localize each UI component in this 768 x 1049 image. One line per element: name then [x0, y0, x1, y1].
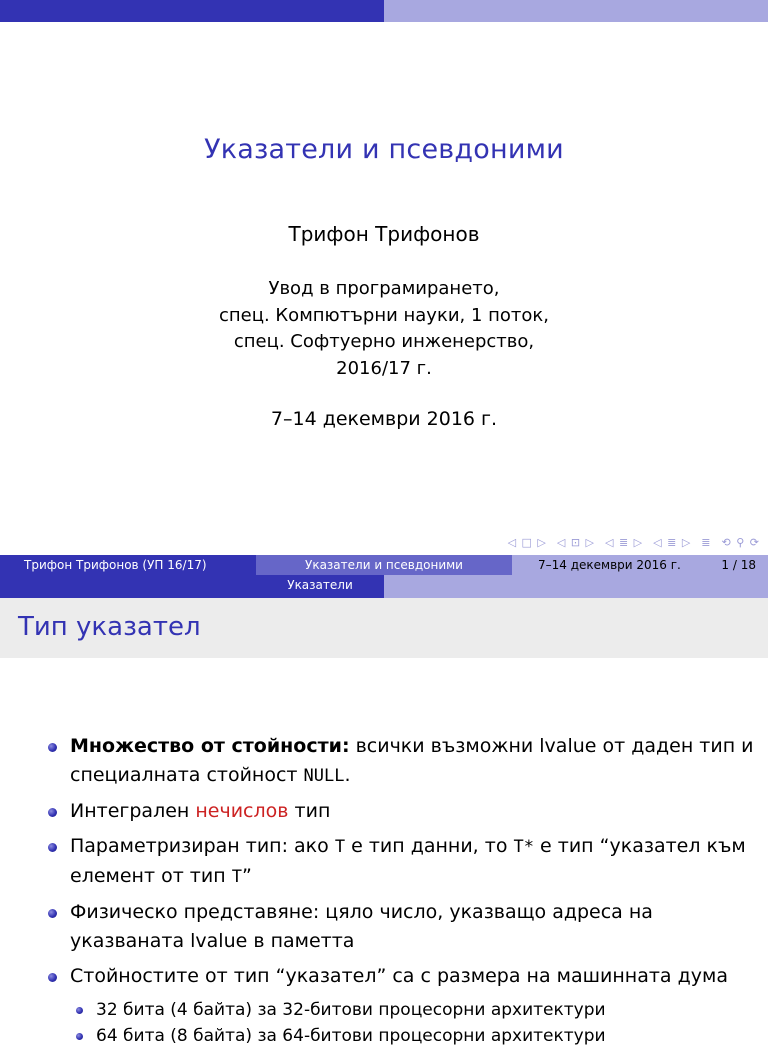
list-item [48, 832, 758, 892]
header-bar-left [0, 0, 384, 22]
document-nav-icon[interactable]: ◁ ≣ ▷ [653, 536, 692, 549]
item-text: Интегрален [70, 800, 196, 822]
footer-date-page [512, 555, 768, 575]
item-text: 32 бита (4 байта) за 32-битови процесорни архитектури [96, 1000, 606, 1020]
frame-title: Тип указател [18, 612, 201, 642]
footer-title: Указатели и псевдоними [256, 555, 512, 575]
item-text: Стойностите от тип “указател” са с размера на машинната дума [70, 965, 728, 987]
subsection-nav-icon[interactable]: ◁ ⊡ ▷ [556, 536, 596, 549]
bullet-icon [48, 808, 57, 817]
item-text: тип [288, 800, 331, 822]
bullet-icon [48, 743, 57, 752]
frame-nav-icon[interactable]: ◁ □ ▷ [507, 536, 547, 549]
item-highlight: нечислов [195, 800, 289, 822]
list-item [48, 962, 758, 991]
list-item [48, 732, 758, 791]
bullet-icon [48, 909, 57, 918]
presentation-title: Указатели и псевдоними [204, 134, 564, 165]
item-text: всички възможни lvalue от даден тип и специалната стойност [70, 735, 754, 786]
header-bar-right [384, 0, 768, 22]
bullet-list [48, 732, 758, 1049]
institute-line: 2016/17 г. [336, 357, 432, 379]
bullet-icon [48, 973, 57, 982]
item-term: Множество от стойности: [70, 735, 350, 757]
bullet-icon [76, 1033, 83, 1040]
search-back-forward-icon[interactable]: ⟲ ⚲ ⟳ [721, 536, 760, 549]
footer-page-number: 1 / 18 [721, 558, 756, 572]
beamer-navigation [508, 536, 760, 552]
item-text: ” [241, 865, 252, 887]
item-text: 64 бита (8 байта) за 64-битови процесорни архитектури [96, 1026, 606, 1046]
institute-line: спец. Софтуерно инженерство, [233, 331, 535, 352]
appendix-nav-icon[interactable]: ≣ [701, 536, 712, 549]
frame-title-bar [0, 598, 768, 658]
item-code: T* [513, 837, 534, 857]
footer-date: 7–14 декември 2016 г. [538, 558, 681, 572]
presentation-date: 7–14 декември 2016 г. [270, 408, 498, 430]
author-name: Трифон Трифонов [288, 222, 480, 246]
item-text: . [344, 764, 351, 786]
item-code: T [231, 867, 242, 887]
footer-section: Указатели [256, 575, 384, 598]
institute-line: спец. Компютърни науки, 1 поток, [218, 304, 550, 326]
footer-author: Трифон Трифонов (УП 16/17) [0, 555, 256, 575]
section-nav-icon[interactable]: ◁ ≣ ▷ [605, 536, 644, 549]
item-text: Физическо представяне: цяло число, указващо адреса на указваната lvalue в паметта [70, 901, 653, 952]
header-bar [0, 0, 768, 22]
bullet-icon [48, 843, 57, 852]
footer-row2-left [0, 575, 256, 598]
institute [0, 276, 768, 382]
sub-list-item [26, 997, 758, 1023]
item-code: T [334, 837, 346, 857]
item-text: е тип данни, то [345, 835, 514, 857]
footer-row2-right [384, 575, 768, 598]
list-item [48, 898, 758, 956]
footline [0, 555, 768, 598]
content-slide [0, 598, 768, 1046]
item-text: е тип “указател към елемент от тип [70, 835, 746, 887]
bullet-icon [76, 1007, 83, 1014]
list-item [48, 797, 758, 826]
item-text: Параметризиран тип: ако [70, 835, 335, 857]
sub-list-item [26, 1023, 758, 1049]
institute-line: Увод в програмирането, [268, 278, 500, 299]
item-code: NULL [303, 766, 345, 786]
